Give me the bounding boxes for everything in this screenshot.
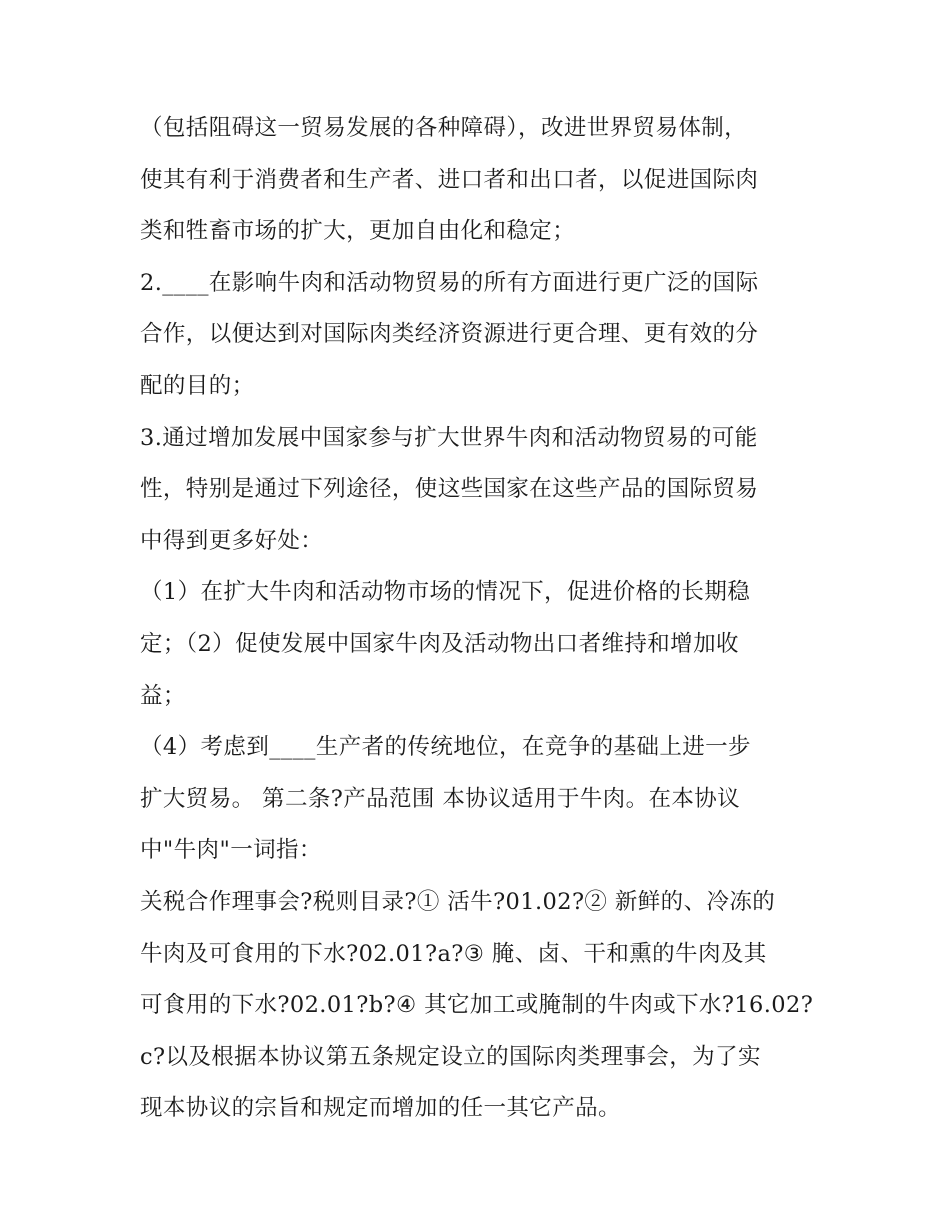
text-line: 2.____在影响牛肉和活动物贸易的所有方面进行更广泛的国际 bbox=[140, 269, 759, 296]
text-line: 扩大贸易。 第二条?产品范围 本协议适用于牛肉。在本协议 bbox=[140, 785, 741, 812]
text-line: 性，特别是通过下列途径，使这些国家在这些产品的国际贸易 bbox=[140, 476, 759, 503]
text-line: 使其有利于消费者和生产者、进口者和出口者，以促进国际肉 bbox=[140, 166, 759, 193]
text-line: 合作，以便达到对国际肉类经济资源进行更合理、更有效的分 bbox=[140, 321, 759, 348]
text-line: 配的目的； bbox=[140, 372, 255, 399]
document-body bbox=[140, 103, 820, 1135]
text-line: 牛肉及可食用的下水?02.01?a?③ 腌、卤、干和熏的牛肉及其 bbox=[140, 940, 767, 967]
text-line: （4）考虑到____生产者的传统地位，在竞争的基础上进一步 bbox=[140, 734, 751, 761]
text-line: 关税合作理事会?税则目录?① 活牛?01.02?② 新鲜的、冷冻的 bbox=[140, 888, 776, 915]
text-line: 3.通过增加发展中国家参与扩大世界牛肉和活动物贸易的可能 bbox=[140, 424, 758, 451]
text-line: （1）在扩大牛肉和活动物市场的情况下，促进价格的长期稳 bbox=[140, 579, 751, 606]
text-line: 类和牲畜市场的扩大，更加自由化和稳定； bbox=[140, 218, 576, 245]
text-line: c?以及根据本协议第五条规定设立的国际肉类理事会，为了实 bbox=[140, 1043, 761, 1070]
text-line: （包括阻碍这一贸易发展的各种障碍），改进世界贸易体制， bbox=[140, 115, 748, 141]
text-line: 可食用的下水?02.01?b?④ 其它加工或腌制的牛肉或下水?16.02? bbox=[140, 992, 814, 1019]
text-line: 中"牛肉"一词指： bbox=[140, 837, 322, 864]
text-line: 现本协议的宗旨和规定而增加的任一其它产品。 bbox=[140, 1095, 621, 1122]
text-line: 益； bbox=[140, 682, 186, 709]
text-line: 中得到更多好处： bbox=[140, 527, 324, 554]
text-line: 定；（2）促使发展中国家牛肉及活动物出口者维持和增加收 bbox=[140, 630, 739, 657]
